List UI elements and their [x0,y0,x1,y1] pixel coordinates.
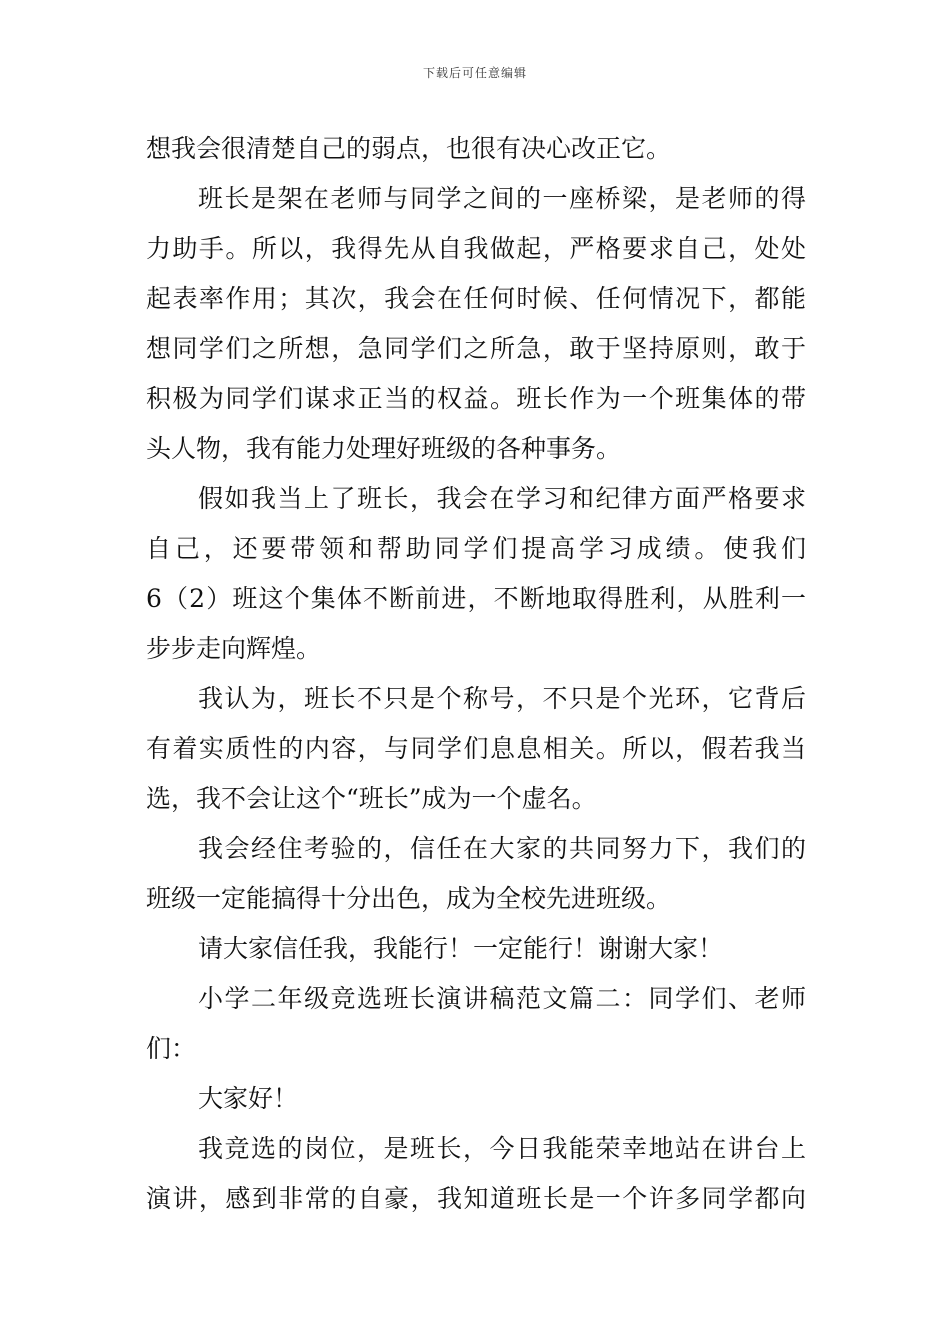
text-line: 请大家信任我，我能行！一定能行！谢谢大家！ [198,934,724,963]
text-line: 我竞选的岗位，是班长，今日我能荣幸地站在讲台上 [198,1134,806,1163]
text-line: 选，我不会让这个“班长”成为一个虚名。 [146,784,597,813]
text-line: 积极为同学们谋求正当的权益。班长作为一个班集体的带 [146,384,806,413]
text-line: 班级一定能搞得十分出色，成为全校先进班级。 [146,884,672,913]
text-line: 自己，还要带领和帮助同学们提高学习成绩。使我们 [146,534,806,563]
text-line: 有着实质性的内容，与同学们息息相关。所以，假若我当 [146,734,806,763]
text-line: 们： [146,1034,197,1063]
text-line: 大家好！ [198,1084,299,1113]
text-line: 想我会很清楚自己的弱点，也很有决心改正它。 [146,134,672,163]
text-line: 小学二年级竞选班长演讲稿范文篇二：同学们、老师 [198,984,806,1013]
text-line: 力助手。所以，我得先从自我做起，严格要求自己，处处 [146,234,806,263]
text-line: 起表率作用；其次，我会在任何时候、任何情况下，都能 [146,284,806,313]
text-line: 步步走向辉煌。 [146,634,322,663]
text-line: 班长是架在老师与同学之间的一座桥梁，是老师的得 [198,184,806,213]
text-line: 我认为，班长不只是个称号，不只是个光环，它背后 [198,684,806,713]
document-body [146,124,806,1224]
text-line: 6（2）班这个集体不断前进，不断地取得胜利，从胜利一 [146,584,806,613]
text-line: 我会经住考验的，信任在大家的共同努力下，我们的 [198,834,806,863]
text-line: 演讲，感到非常的自豪，我知道班长是一个许多同学都向 [146,1184,806,1213]
text-line: 想同学们之所想，急同学们之所急，敢于坚持原则，敢于 [146,334,806,363]
text-line: 假如我当上了班长，我会在学习和纪律方面严格要求 [198,484,806,513]
page-header: 下载后可任意编辑 [422,66,527,80]
text-line: 头人物，我有能力处理好班级的各种事务。 [146,434,622,463]
